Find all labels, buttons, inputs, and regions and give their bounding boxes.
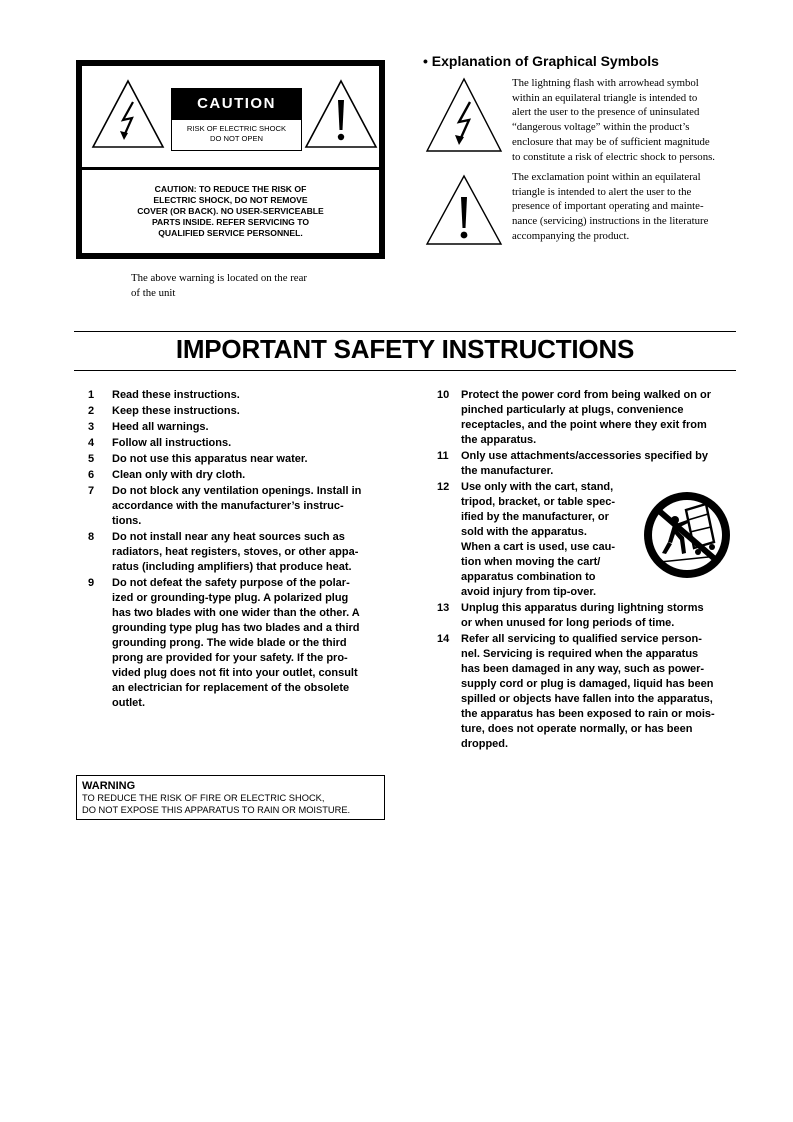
- explanation-line: The exclamation point within an equilateral: [512, 171, 701, 183]
- caution-body-line: COVER (OR BACK). NO USER-SERVICEABLE: [137, 206, 324, 216]
- instruction-line: an electrician for replacement of the obsolete: [112, 682, 350, 694]
- instruction-number: 4: [88, 437, 95, 449]
- instruction-line: Do not defeat the safety purpose of the polar-: [112, 577, 350, 589]
- instruction-line: prong are provided for your safety. If the pro-: [112, 652, 348, 664]
- instruction-line: or when unused for long periods of time.: [461, 617, 675, 629]
- instruction-line: receptacles, and the point where they exit from: [461, 419, 707, 431]
- instruction-line: outlet.: [112, 697, 145, 709]
- explanation-line: accompanying the product.: [512, 229, 630, 242]
- instruction-item: [88, 530, 388, 575]
- instruction-number: 12: [437, 481, 450, 493]
- page-title: IMPORTANT SAFETY INSTRUCTIONS: [175, 334, 635, 364]
- exclamation-symbol-icon: [424, 173, 504, 247]
- lightning-symbol-icon: [424, 76, 504, 154]
- explanation-line: enclosure that may be of sufficient magnitude: [512, 135, 710, 148]
- instruction-item: [437, 632, 742, 752]
- instruction-line: has two blades with one wider than the other. A: [112, 607, 360, 619]
- rear-location-note: [131, 271, 351, 300]
- instruction-item: [88, 388, 388, 403]
- instruction-line: Do not install near any heat sources such as: [112, 531, 345, 543]
- instruction-line: Do not block any ventilation openings. Install in: [112, 485, 362, 497]
- instruction-item: [88, 404, 388, 419]
- caution-label-bottom: [82, 170, 379, 253]
- instruction-line: Read these instructions.: [112, 389, 240, 401]
- instruction-number: 6: [88, 469, 95, 481]
- symbols-heading: • Explanation of Graphical Symbols: [423, 53, 659, 69]
- instruction-item: [88, 484, 388, 529]
- instruction-line: avoid injury from tip-over.: [461, 586, 597, 598]
- instruction-line: accordance with the manufacturer’s instruc-: [112, 500, 344, 512]
- instruction-line: grounding type plug has two blades and a third: [112, 622, 360, 634]
- instruction-line: Heed all warnings.: [112, 421, 209, 433]
- caution-subtext: [171, 119, 302, 151]
- instruction-item: [88, 468, 388, 483]
- instruction-line: the apparatus has been exposed to rain or mois-: [461, 708, 715, 720]
- explanation-line: presence of important operating and mainte-: [512, 200, 704, 213]
- instruction-line: the manufacturer.: [461, 465, 554, 477]
- caution-body-line: PARTS INSIDE. REFER SERVICING TO: [151, 217, 310, 227]
- instruction-line: dropped.: [461, 738, 509, 750]
- bottom-rule: [74, 370, 736, 371]
- instruction-line: tions.: [112, 515, 142, 527]
- instruction-line: Unplug this apparatus during lightning storms: [461, 602, 704, 614]
- instruction-line: tion when moving the cart/: [461, 556, 601, 568]
- instruction-item: [88, 420, 388, 435]
- explanation-line: within an equilateral triangle is intended to: [512, 91, 698, 104]
- instruction-line: grounding prong. The wide blade or the third: [112, 637, 347, 649]
- cart-tip-over-icon: [642, 490, 732, 580]
- warning-line: DO NOT EXPOSE THIS APPARATUS TO RAIN OR MOISTURE.: [82, 804, 351, 815]
- instruction-line: ture, does not operate normally, or has been: [461, 723, 693, 735]
- caution-sub-line: RISK OF ELECTRIC SHOCK: [186, 124, 287, 133]
- instruction-number: 13: [437, 602, 450, 614]
- instruction-number: 3: [88, 421, 95, 433]
- instruction-line: supply cord or plug is damaged, liquid has been: [461, 678, 714, 690]
- instruction-line: Use only with the cart, stand,: [461, 481, 614, 493]
- instruction-item: [437, 388, 742, 448]
- explanation-line: triangle is intended to alert the user to the: [512, 185, 692, 198]
- instruction-item: [88, 436, 388, 451]
- instruction-number: 9: [88, 577, 95, 589]
- caution-body-text: [111, 184, 351, 239]
- instruction-line: vided plug does not fit into your outlet, consult: [112, 667, 358, 679]
- caution-body-line: ELECTRIC SHOCK, DO NOT REMOVE: [153, 195, 308, 205]
- warning-line: TO REDUCE THE RISK OF FIRE OR ELECTRIC SHOCK,: [82, 793, 325, 803]
- explanation-line: alert the user to the presence of uninsulated: [512, 106, 700, 119]
- lightning-warning-icon: [90, 78, 166, 150]
- instruction-line: apparatus combination to: [461, 571, 596, 583]
- instruction-line: Only use attachments/accessories specified by: [461, 450, 709, 462]
- caution-sub-line: DO NOT OPEN: [209, 133, 264, 143]
- instruction-line: ized or grounding-type plug. A polarized plug: [112, 592, 349, 604]
- instruction-line: has been damaged in any way, such as power-: [461, 663, 705, 675]
- caution-body-line: CAUTION: TO REDUCE THE RISK OF: [154, 184, 307, 194]
- instruction-line: Protect the power cord from being walked on or: [461, 389, 711, 401]
- explanation-line: to constitute a risk of electric shock to persons.: [512, 150, 715, 163]
- top-rule: [74, 331, 736, 332]
- instruction-number: 7: [88, 485, 95, 497]
- instruction-line: Clean only with dry cloth.: [112, 469, 246, 481]
- instruction-number: 1: [88, 389, 95, 401]
- warning-box: [76, 775, 385, 820]
- instruction-line: Keep these instructions.: [112, 405, 240, 417]
- explanation-line: The lightning flash with arrowhead symbol: [512, 77, 699, 89]
- explanation-line: nance (servicing) instructions in the literature: [512, 215, 709, 228]
- instruction-line: When a cart is used, use cau-: [461, 541, 616, 553]
- exclamation-explanation: [512, 170, 740, 244]
- instruction-item: [88, 452, 388, 467]
- rear-note-line: The above warning is located on the rear: [131, 272, 307, 284]
- instruction-number: 14: [437, 633, 450, 645]
- instructions-left-list: [88, 388, 388, 712]
- exclamation-warning-icon: [303, 78, 379, 150]
- rear-note-line: of the unit: [131, 286, 176, 299]
- instruction-line: the apparatus.: [461, 434, 537, 446]
- instruction-line: nel. Servicing is required when the apparatus: [461, 648, 699, 660]
- instruction-number: 8: [88, 531, 95, 543]
- instruction-line: Do not use this apparatus near water.: [112, 453, 308, 465]
- instruction-line: radiators, heat registers, stoves, or other appa-: [112, 546, 359, 558]
- caution-heading: CAUTION: [171, 88, 302, 119]
- instruction-line: sold with the apparatus.: [461, 526, 587, 538]
- instruction-item: [88, 576, 388, 711]
- caution-label-top: [82, 66, 379, 167]
- instruction-number: 11: [437, 450, 449, 462]
- instruction-item: [437, 449, 742, 479]
- instruction-number: 2: [88, 405, 95, 417]
- instruction-line: Refer all servicing to qualified service person-: [461, 633, 702, 645]
- instruction-line: pinched particularly at plugs, convenience: [461, 404, 684, 416]
- caution-label: [76, 60, 385, 259]
- lightning-explanation: [512, 76, 740, 164]
- instruction-line: Follow all instructions.: [112, 437, 232, 449]
- instruction-line: ified by the manufacturer, or: [461, 511, 609, 523]
- caution-body-line: QUALIFIED SERVICE PERSONNEL.: [158, 228, 303, 238]
- instruction-line: ratus (including amplifiers) that produce heat.: [112, 561, 352, 573]
- instruction-number: 10: [437, 389, 450, 401]
- warning-title: WARNING: [82, 780, 136, 792]
- instruction-number: 5: [88, 453, 95, 465]
- instruction-line: spilled or objects have fallen into the apparatus,: [461, 693, 713, 705]
- instruction-line: tripod, bracket, or table spec-: [461, 496, 616, 508]
- explanation-line: “dangerous voltage” within the product’s: [512, 121, 690, 134]
- instruction-item: [437, 601, 742, 631]
